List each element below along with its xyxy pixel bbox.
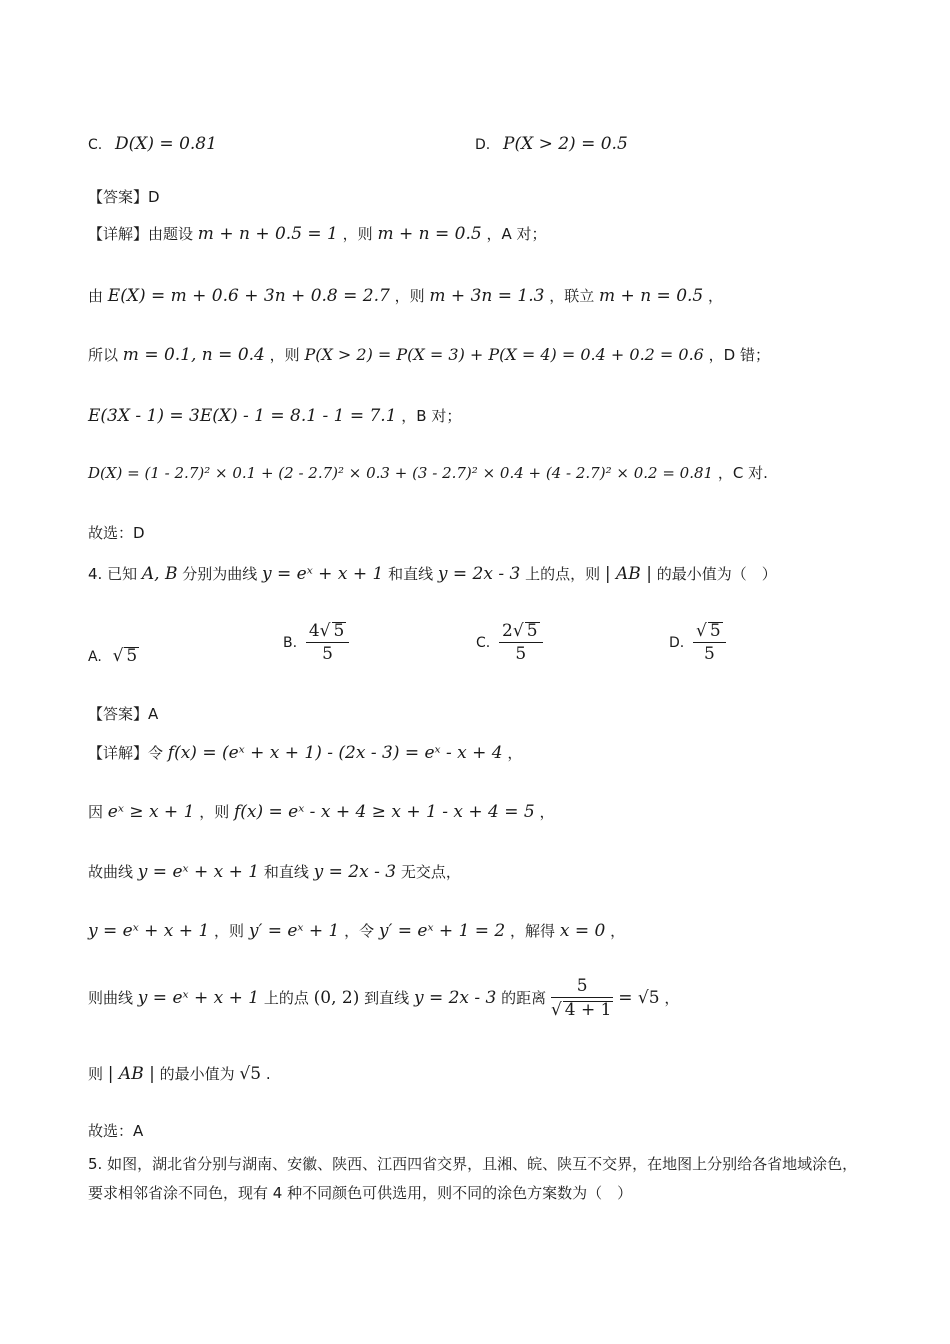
- rad: 5: [709, 621, 721, 641]
- q3-detail-line-1: [88, 226, 546, 243]
- q4-option-c: [476, 622, 543, 663]
- text: ，: [610, 922, 626, 940]
- text: ，则: [214, 922, 245, 940]
- q4-option-b-label: B.: [283, 635, 298, 651]
- q3-option-c: [88, 136, 217, 153]
- den: 5: [703, 644, 715, 664]
- text: 因: [88, 803, 104, 821]
- math: m + 3n = 1.3: [429, 286, 545, 306]
- text: 则: [88, 1065, 104, 1083]
- q4-stem: [88, 566, 777, 583]
- q4-detail-line-6: [88, 1066, 271, 1083]
- text: ，解得: [510, 922, 556, 940]
- text: 和直线: [388, 565, 434, 583]
- text: ，令: [344, 922, 375, 940]
- text: 上的点: [263, 989, 309, 1007]
- q3-option-c-label: C.: [88, 137, 103, 153]
- text: 和直线: [263, 863, 309, 881]
- q4-option-d-fraction: $\frac{√ 5}{5}$: [693, 622, 726, 663]
- math: y′ = eˣ + 1 = 2: [378, 921, 506, 941]
- math: f(x) = eˣ - x + 4 ≥ x + 1 - x + 4 = 5: [233, 802, 535, 822]
- text: ，则: [269, 346, 300, 364]
- q3-answer: 【答案】D: [88, 188, 160, 206]
- math: P(X > 2) = P(X = 3) + P(X = 4) = 0.4 + 0.2 = 0.6: [304, 345, 704, 364]
- math: x = 0: [559, 921, 606, 941]
- q4-option-a-label: A.: [88, 649, 102, 665]
- math: m = 0.1, n = 0.4: [122, 345, 265, 365]
- text: 【详解】令: [88, 744, 164, 762]
- text: ，: [664, 989, 680, 1007]
- text: ，D 错；: [708, 346, 770, 364]
- q3-detail-line-4: [88, 408, 461, 425]
- math: | AB |: [604, 564, 652, 584]
- text: ，A 对；: [486, 225, 547, 243]
- q3-detail-line-2: [88, 288, 723, 305]
- q4-option-b-fraction: $\frac{4√ 5}{5}$: [306, 622, 350, 663]
- math: m + n = 0.5: [599, 286, 704, 306]
- math: E(X) = m + 0.6 + 3n + 0.8 = 2.7: [107, 286, 390, 306]
- text: ，: [708, 287, 724, 305]
- text: ，联立: [549, 287, 595, 305]
- q4-option-a: A. √ 5: [88, 646, 138, 666]
- q5-stem: 5. 如图，湖北省分别与湖南、安徽、陕西、江西四省交界，且湘、皖、陕互不交界，在地图上分别给各省地域涂色，要求相邻省涂不同色，现有 4 种不同颜色可供选用，则不同的涂色方案数为（ ）: [88, 1155, 858, 1202]
- text: 【详解】由题设: [88, 225, 194, 243]
- math: y = eˣ + x + 1: [262, 564, 384, 584]
- text: ，: [507, 744, 523, 762]
- text: 上的点，则: [525, 565, 601, 583]
- text: 所以: [88, 346, 119, 364]
- math: y = eˣ + x + 1: [137, 862, 260, 882]
- q4-option-c-label: C.: [476, 635, 491, 651]
- text: ，: [539, 803, 555, 821]
- math: y = 2x - 3: [313, 862, 397, 882]
- math: D(X) = (1 - 2.7)² × 0.1 + (2 - 2.7)² × 0.3 + (3 - 2.7)² × 0.4 + (4 - 2.7)² × 0.2 = 0.81: [88, 464, 714, 482]
- q4-option-a-value: 5: [126, 646, 138, 666]
- math: (0, 2): [313, 988, 360, 1008]
- q3-option-d-expr: P(X > 2) = 0.5: [503, 134, 628, 154]
- text: ，则: [394, 287, 425, 305]
- q4-option-d-label: D.: [669, 635, 685, 651]
- q4-option-c-fraction: $\frac{2√ 5}{5}$: [499, 622, 543, 663]
- q4-option-d: [669, 622, 726, 663]
- math: | AB |: [107, 1064, 155, 1084]
- text: 分别为曲线: [182, 565, 258, 583]
- den: 5: [515, 644, 527, 664]
- math: f(x) = (eˣ + x + 1) - (2x - 3) = eˣ - x + 4: [167, 743, 503, 763]
- q3-option-d-label: D.: [475, 137, 491, 153]
- text: 则曲线: [88, 989, 134, 1007]
- q3-detail-line-5: [88, 466, 768, 481]
- text: ，则: [199, 803, 230, 821]
- q4-detail-line-1: [88, 745, 522, 762]
- text: ，C 对.: [717, 464, 768, 482]
- math: eˣ ≥ x + 1: [107, 802, 195, 822]
- den: 4 + 1: [564, 1000, 612, 1020]
- distance-fraction: $\frac{5}{√ 4 + 1}$: [550, 976, 612, 1020]
- q4-final: 故选：A: [88, 1122, 144, 1140]
- math: m + n = 0.5: [377, 224, 482, 244]
- math: E(3X - 1) = 3E(X) - 1 = 8.1 - 1 = 7.1: [88, 406, 397, 426]
- math: y = 2x - 3: [413, 988, 497, 1008]
- num: 2: [502, 621, 513, 641]
- text: 的最小值为: [159, 1065, 235, 1083]
- q4-detail-line-2: [88, 804, 554, 821]
- num: 4: [308, 621, 320, 641]
- text: ，则: [342, 225, 373, 243]
- math: y = eˣ + x + 1: [137, 988, 260, 1008]
- q3-option-c-expr: D(X) = 0.81: [115, 134, 217, 154]
- q3-detail-line-3: [88, 347, 770, 364]
- text: ，B 对；: [401, 407, 462, 425]
- q3-final: 故选：D: [88, 524, 145, 542]
- math: m + n + 0.5 = 1: [197, 224, 338, 244]
- q4-detail-line-5: [88, 978, 679, 1019]
- math: √5: [239, 1064, 262, 1084]
- text: .: [265, 1065, 271, 1083]
- q4-option-b: [283, 622, 349, 663]
- math: y = 2x - 3: [437, 564, 521, 584]
- text: 由: [88, 287, 104, 305]
- math: y = eˣ + x + 1: [88, 921, 210, 941]
- den: 5: [322, 644, 333, 664]
- text: 的最小值为（ ）: [656, 565, 777, 583]
- text: 无交点，: [400, 863, 461, 881]
- math: A, B: [141, 564, 178, 584]
- rad: 5: [333, 621, 345, 641]
- math: = √5: [618, 988, 660, 1008]
- text: 故曲线: [88, 863, 134, 881]
- q4-detail-line-4: [88, 923, 625, 940]
- q4-answer: 【答案】A: [88, 705, 159, 723]
- q3-option-d: [475, 136, 628, 153]
- text: 的距离: [501, 989, 547, 1007]
- math: y′ = eˣ + 1: [248, 921, 340, 941]
- text: 到直线: [364, 989, 410, 1007]
- q4-detail-line-3: [88, 864, 461, 881]
- text: 4. 已知: [88, 565, 138, 583]
- rad: 5: [526, 621, 538, 641]
- num: 5: [551, 978, 614, 998]
